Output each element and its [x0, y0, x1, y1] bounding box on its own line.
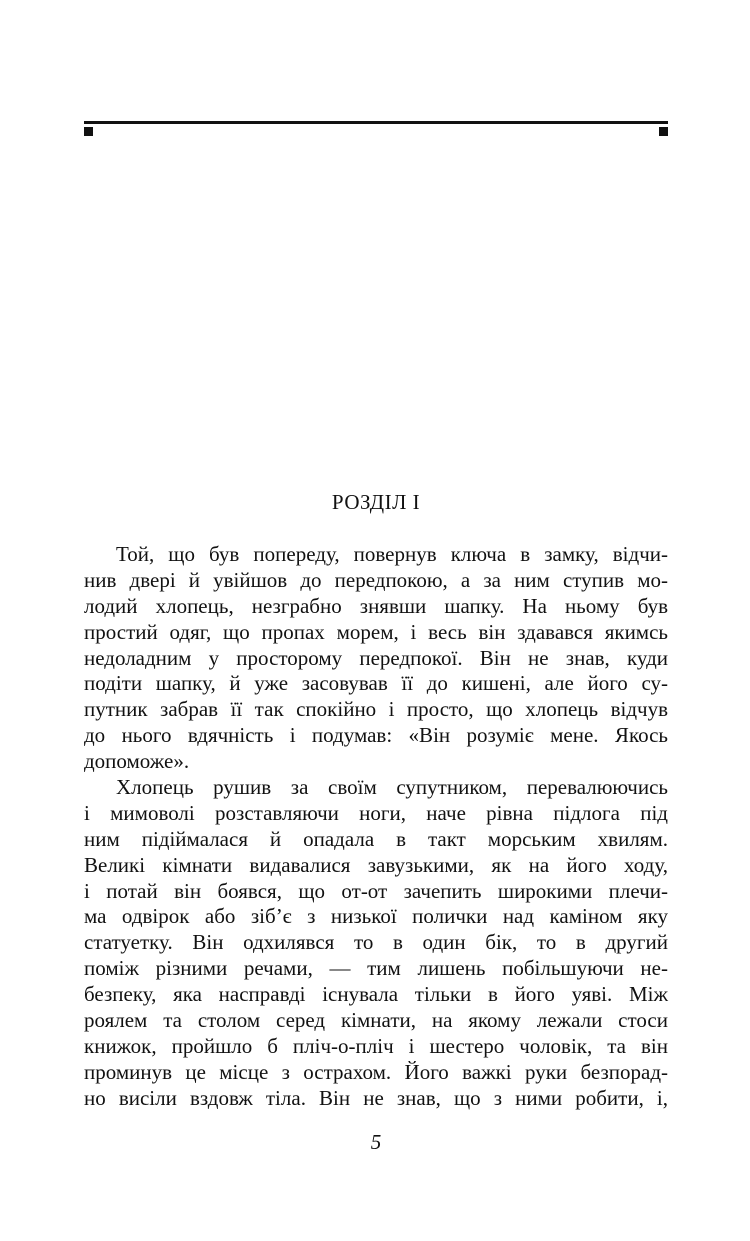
- text-line: Хлопець рушив за своїм супутником, перевалюючись: [116, 775, 668, 800]
- text-line: проминув це місце з острахом. Його важкі руки безпорад-: [84, 1059, 668, 1084]
- text-line: ма одвірок або зіб’є з низької полички над каміном яку: [84, 904, 668, 929]
- text-line: і мимоволі розставляючи ноги, наче рівна підлога під: [84, 800, 668, 825]
- text-line: Великі кімнати видавалися завузькими, як на його ходу,: [84, 852, 668, 877]
- text-line: поміж різними речами, — тим лишень побільшуючи не-: [84, 956, 668, 981]
- text-line: ним підіймалася й опадала в такт морським хвилям.: [84, 826, 668, 851]
- text-line: і потай він боявся, що от-от зачепить широкими плечи-: [84, 878, 668, 903]
- body-text: [84, 542, 668, 1112]
- text-line: нив двері й увійшов до передпокою, а за ним ступив мо-: [84, 567, 668, 592]
- page-number: 5: [370, 1130, 382, 1154]
- text-line: до нього вдячність і подумав: «Він розуміє мене. Якось: [84, 723, 668, 748]
- text-line: путник забрав її так спокійно і просто, що хлопець відчув: [84, 697, 668, 722]
- text-line: Той, що був попереду, повернув ключа в замку, відчи-: [116, 542, 668, 566]
- header-mark-right: [659, 127, 668, 136]
- text-line: простий одяг, що пропах морем, і весь він здавався якимсь: [84, 619, 668, 644]
- text-line: книжок, пройшло б пліч-о-пліч і шестеро чоловік, та він: [84, 1033, 668, 1058]
- text-line: статуетку. Він одхилявся то в один бік, то в другий: [84, 930, 668, 955]
- text-line: безпеку, яка насправді існувала тільки в його уяві. Між: [84, 982, 668, 1007]
- text-line: роялем та столом серед кімнати, на якому лежали стоси: [84, 1008, 668, 1033]
- chapter-title: РОЗДІЛ І: [331, 490, 421, 514]
- text-line: недоладним у просторому передпокої. Він не знав, куди: [84, 645, 668, 670]
- text-line: допоможе».: [84, 749, 190, 774]
- text-line: лодий хлопець, незграбно знявши шапку. На ньому був: [84, 593, 668, 618]
- text-line: подіти шапку, й уже засовував її до кишені, але його су-: [84, 671, 668, 696]
- text-line: но висіли вздовж тіла. Він не знав, що з ними робити, і,: [84, 1085, 668, 1110]
- header-rule: [84, 121, 668, 124]
- header-mark-left: [84, 127, 93, 136]
